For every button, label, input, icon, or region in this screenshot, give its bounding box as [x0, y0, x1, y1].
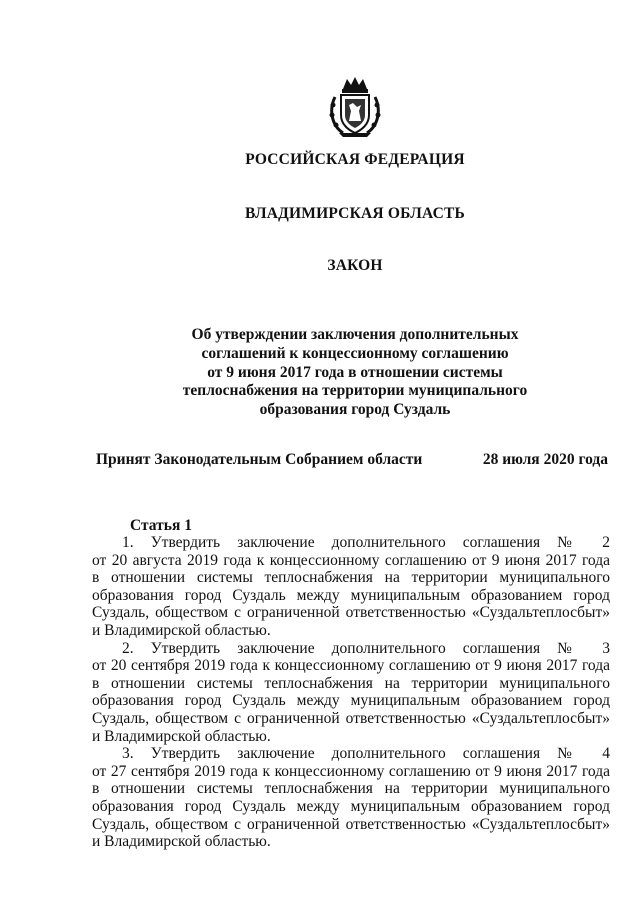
law-subject-title	[0, 326, 640, 420]
article-item	[92, 534, 610, 640]
subject-line: образования город Суздаль	[259, 401, 451, 419]
item-line: образования город Суздаль между муниципальным образованием город	[92, 586, 610, 604]
article-item	[92, 745, 610, 851]
item-line: образования город Суздаль между муниципальным образованием город	[92, 692, 610, 710]
item-line: в отношении системы теплоснабжения на территории муниципального	[92, 780, 610, 798]
item-line: и Владимирской областью.	[92, 621, 271, 639]
article-title: Статья 1	[130, 517, 192, 534]
item-line: и Владимирской областью.	[92, 727, 271, 745]
item-line: 2. Утвердить заключение дополнительного соглашения № 3	[122, 639, 610, 657]
item-line: в отношении системы теплоснабжения на территории муниципального	[92, 674, 610, 692]
item-line: Суздаль, обществом с ограниченной ответственностью «Суздальтеплосбыт»	[92, 709, 610, 727]
item-line: Суздаль, обществом с ограниченной ответственностью «Суздальтеплосбыт»	[92, 815, 610, 833]
article-item	[92, 640, 610, 746]
country-title: РОССИЙСКАЯ ФЕДЕРАЦИЯ	[245, 151, 465, 168]
article-body	[92, 534, 610, 851]
adopted-by-text: Принят Законодательным Собранием области	[96, 451, 423, 468]
subject-line: теплоснабжения на территории муниципального	[182, 382, 528, 400]
item-line: от 20 августа 2019 года к концессионному соглашению от 9 июня 2017 года	[92, 551, 610, 569]
coat-of-arms-emblem	[327, 75, 383, 139]
region-title: ВЛАДИМИРСКАЯ ОБЛАСТЬ	[245, 205, 465, 222]
item-line: Суздаль, обществом с ограниченной ответственностью «Суздальтеплосбыт»	[92, 604, 610, 622]
subject-line: соглашений к концессионному соглашению	[201, 344, 509, 362]
document-type-title: ЗАКОН	[327, 257, 383, 274]
subject-line: Об утверждении заключения дополнительных	[191, 326, 519, 343]
adoption-date: 28 июля 2020 года	[482, 451, 608, 468]
item-line: от 20 сентября 2019 года к концессионному соглашению от 9 июня 2017 года	[92, 657, 610, 675]
item-line: и Владимирской областью.	[92, 833, 271, 851]
item-line: образования город Суздаль между муниципальным образованием город	[92, 797, 610, 815]
subject-line: от 9 июня 2017 года в отношении системы	[207, 363, 503, 381]
item-line: 3. Утвердить заключение дополнительного соглашения № 4	[122, 745, 610, 763]
item-line: в отношении системы теплоснабжения на территории муниципального	[92, 569, 610, 587]
item-line: от 27 сентября 2019 года к концессионному соглашению от 9 июня 2017 года	[92, 762, 610, 780]
item-line: 1. Утвердить заключение дополнительного соглашения № 2	[122, 534, 610, 551]
